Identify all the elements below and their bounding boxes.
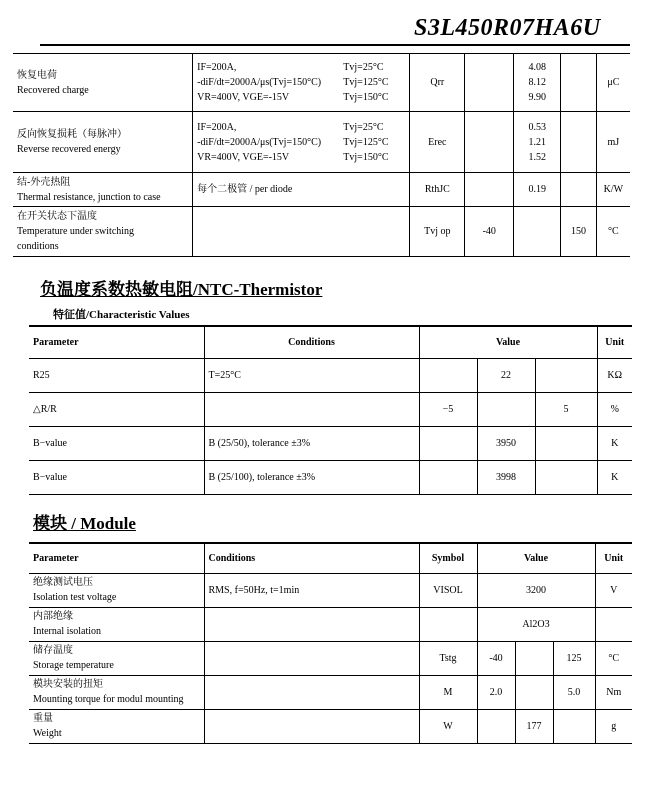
min-cell [419,460,477,494]
max-cell [535,460,597,494]
unit-cell: KΩ [597,358,632,392]
max-cell: 150 [561,207,596,257]
unit-cell: K/W [596,173,630,207]
param-cell: B−value [29,460,204,494]
typ-cell [477,392,535,426]
conditions-cell: T=25°C [204,358,419,392]
param-name: 恢复电荷 Recovered charge [13,54,193,112]
typ-cell: 3950 [477,426,535,460]
table-row [13,207,630,257]
symbol-cell: Erec [410,112,465,173]
conditions-cell [204,607,419,641]
typ-cell: 0.53 1.21 1.52 [514,112,561,173]
conditions-cell: RMS, f=50Hz, t=1min [204,573,419,607]
conditions-cell [204,709,419,743]
table-row [29,709,632,743]
unit-cell: K [597,460,632,494]
unit-cell: μC [596,54,630,112]
header-value: Value [419,326,597,358]
max-cell: 125 [553,641,595,675]
header-conditions: Conditions [204,543,419,573]
table-header-row [29,326,632,358]
conditions-cell: IF=200A, Tvj=25°C -diF/dt=2000A/μs(Tvj=150°C) Tvj=125°C VR=400V, VGE=-15V Tvj=150°C [193,112,410,173]
max-cell [553,709,595,743]
conditions-cell: IF=200A, Tvj=25°C -diF/dt=2000A/μs(Tvj=150°C) Tvj=125°C VR=400V, VGE=-15V Tvj=150°C [193,54,410,112]
header-symbol: Symbol [419,543,477,573]
param-name: 模块安装的扭矩 Mounting torque for modul mounting [29,675,204,709]
max-cell [535,426,597,460]
table-row [29,426,632,460]
param-cell: △R/R [29,392,204,426]
unit-cell: °C [596,207,630,257]
min-cell [419,358,477,392]
symbol-cell [419,607,477,641]
unit-cell: Nm [595,675,632,709]
param-name: 反向恢复损耗（每脉冲） Reverse recovered energy [13,112,193,173]
symbol-cell: Tstg [419,641,477,675]
header-value: Value [477,543,595,573]
header-parameter: Parameter [29,543,204,573]
table-row [13,173,630,207]
conditions-cell: 每个二极管 / per diode [193,173,410,207]
max-cell [535,358,597,392]
module-section-title: 模块 / Module [33,514,136,533]
module-table [29,542,632,744]
param-name: 内部绝缘 Internal isolation [29,607,204,641]
param-cell: R25 [29,358,204,392]
conditions-cell: B (25/100), tolerance ±3% [204,460,419,494]
ntc-section-title: 负温度系数热敏电阻/NTC-Thermistor [40,280,323,299]
max-cell [561,173,596,207]
unit-cell [595,607,632,641]
table-row [29,392,632,426]
min-cell [465,112,514,173]
symbol-cell: Tvj op [410,207,465,257]
conditions-cell: B (25/50), tolerance ±3% [204,426,419,460]
document-title: S3L450R07HA6U [414,15,601,41]
ntc-table [29,325,632,495]
conditions-cell [204,392,419,426]
typ-cell: 3998 [477,460,535,494]
table-row [29,573,632,607]
max-cell: 5.0 [553,675,595,709]
table-header-row [29,543,632,573]
max-cell: 5 [535,392,597,426]
min-cell [465,54,514,112]
param-name: 绝缘测试电压 Isolation test voltage [29,573,204,607]
symbol-cell: Qrr [410,54,465,112]
param-cell: B−value [29,426,204,460]
max-cell [561,54,596,112]
value-cell: Al2O3 [477,607,595,641]
min-cell: 2.0 [477,675,515,709]
conditions-cell [193,207,410,257]
table-row [29,675,632,709]
conditions-cell [204,641,419,675]
conditions-cell [204,675,419,709]
header-conditions: Conditions [204,326,419,358]
max-cell [561,112,596,173]
unit-cell: K [597,426,632,460]
table-row [13,112,630,173]
table-row [29,607,632,641]
title-rule [40,44,630,46]
symbol-cell: VISOL [419,573,477,607]
typ-cell [515,675,553,709]
typ-cell [514,207,561,257]
param-name: 重量 Weight [29,709,204,743]
header-unit: Unit [597,326,632,358]
diode-characteristics-table [13,53,630,257]
min-cell: −5 [419,392,477,426]
unit-cell: % [597,392,632,426]
min-cell [477,709,515,743]
unit-cell: g [595,709,632,743]
table-row [29,358,632,392]
typ-cell: 0.19 [514,173,561,207]
ntc-subtitle: 特征值/Characteristic Values [53,309,190,321]
typ-cell: 177 [515,709,553,743]
param-name: 结-外壳热阻 Thermal resistance, junction to case [13,173,193,207]
typ-cell [515,641,553,675]
typ-cell: 22 [477,358,535,392]
param-name: 储存温度 Storage temperature [29,641,204,675]
min-cell [465,173,514,207]
min-cell: -40 [465,207,514,257]
header-unit: Unit [595,543,632,573]
table-row [29,460,632,494]
symbol-cell: RthJC [410,173,465,207]
unit-cell: V [595,573,632,607]
typ-cell: 4.08 8.12 9.90 [514,54,561,112]
table-row [29,641,632,675]
unit-cell: °C [595,641,632,675]
table-row [13,54,630,112]
param-name: 在开关状态下温度 Temperature under switching conditions [13,207,193,257]
unit-cell: mJ [596,112,630,173]
value-cell: 3200 [477,573,595,607]
min-cell [419,426,477,460]
symbol-cell: M [419,675,477,709]
symbol-cell: W [419,709,477,743]
header-parameter: Parameter [29,326,204,358]
min-cell: -40 [477,641,515,675]
